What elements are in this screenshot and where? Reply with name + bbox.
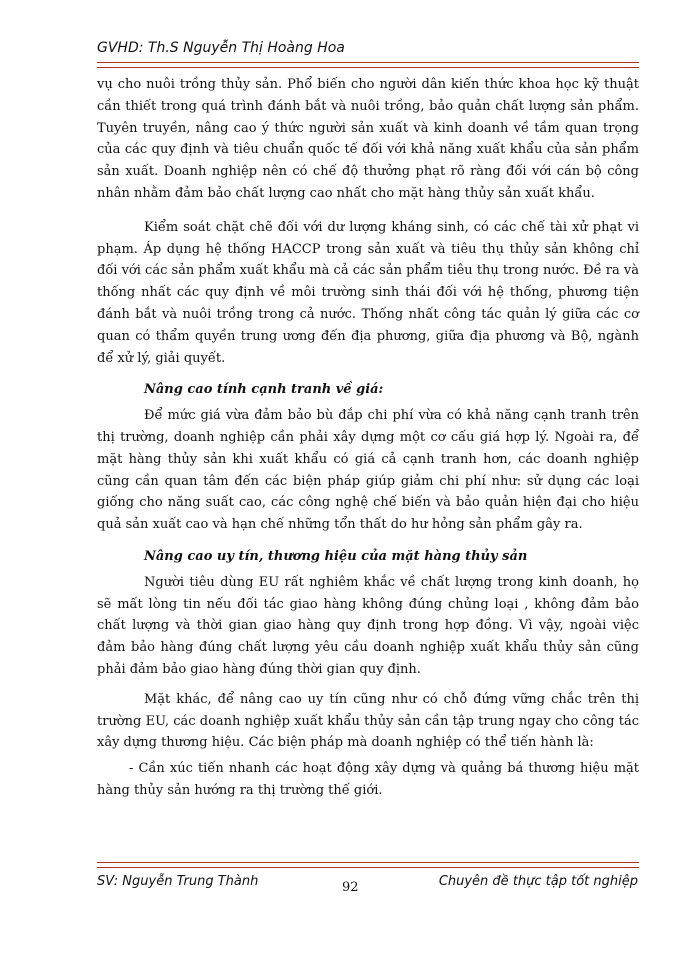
document-body (97, 74, 639, 802)
header-divider (97, 62, 639, 68)
paragraph-2: Kiểm soát chặt chẽ đối với dư lượng kháng sinh, có các chế tài xử phạt vi phạm. Áp dụng hệ thống HACCP trong sản xuất và tiêu thụ thủy sản không chỉ đối với các sản phẩm xuất khẩu mà cả các sản phẩm tiêu thụ trong nước. Đề ra và thống nhất các quy định về môi trường sinh thái đối với hệ thống, phương tiện đánh bắt và nuôi trồng trong cả nước. Thống nhất công tác quản lý giữa các cơ quan có thẩm quyền trung ương đến địa phương, giữa địa phương và Bộ, ngành để xử lý, giải quyết. (97, 219, 639, 366)
paragraph-3: Để mức giá vừa đảm bảo bù đắp chi phí vừa có khả năng cạnh tranh trên thị trường, doanh nghiệp cần phải xây dựng một cơ cấu giá hợp lý. Ngoài ra, để mặt hàng thủy sản khi xuất khẩu có giá cả cạnh tranh hơn, các doanh nghiệp cũng cần quan tâm đến các biện pháp giúp giảm chi phí như: sử dụng các loại giống cho năng suất cao, các công nghệ chế biến và bảo quản hiện đại cho hiệu quả sản xuất cao và hạn chế những tổn thất do hư hỏng sản phẩm gây ra. (97, 408, 639, 533)
footer-divider (97, 862, 639, 868)
footer-title: Chuyên đề thực tập tốt nghiệp (438, 874, 638, 889)
section-heading-price: Nâng cao tính cạnh tranh về giá: (144, 382, 384, 398)
section-heading-brand: Nâng cao uy tín, thương hiệu của mặt hàng thủy sản (144, 548, 528, 564)
bullet-item: - Cần xúc tiến nhanh các hoạt động xây dựng và quảng bá thương hiệu mặt hàng thủy sản hướng ra thị trường thế giới. (97, 761, 639, 798)
paragraph-1: vụ cho nuôi trồng thủy sản. Phổ biến cho người dân kiến thức khoa học kỹ thuật cần thiết trong quá trình đánh bắt và nuôi trồng, bảo quản chất lượng sản phẩm. Tuyên truyền, nâng cao ý thức người sản xuất và kinh doanh về tầm quan trọng của các quy định và tiêu chuẩn quốc tế đối với khả năng xuất khẩu của sản phẩm sản xuất. Doanh nghiệp nên có chế độ thưởng phạt rõ ràng đối với cán bộ công nhân nhằm đảm bảo chất lượng cao nhất cho mặt hàng thủy sản xuất khẩu. (97, 77, 639, 201)
paragraph-4: Người tiêu dùng EU rất nghiêm khắc về chất lượng trong kinh doanh, họ sẽ mất lòng tin nếu đối tác giao hàng không đúng chủng loại , không đảm bảo chất lượng và thời gian giao hàng quy định trong hợp đồng. Vì vậy, ngoài việc đảm bảo hàng đúng chất lượng yêu cầu doanh nghiệp xuất khẩu thủy sản cũng phải đảm bảo giao hàng đúng thời gian quy định. (97, 574, 639, 677)
footer-author: SV: Nguyễn Trung Thành (97, 874, 259, 889)
paragraph-5: Mặt khác, để nâng cao uy tín cũng như có chỗ đứng vững chắc trên thị trường EU, các doanh nghiệp xuất khẩu thủy sản cần tập trung ngay cho công tác xây dựng thương hiệu. Các biện pháp mà doanh nghiệp có thể tiến hành là: (97, 691, 639, 751)
page-number: 92 (342, 880, 359, 895)
page-header: GVHD: Th.S Nguyễn Thị Hoàng Hoa (97, 40, 345, 56)
